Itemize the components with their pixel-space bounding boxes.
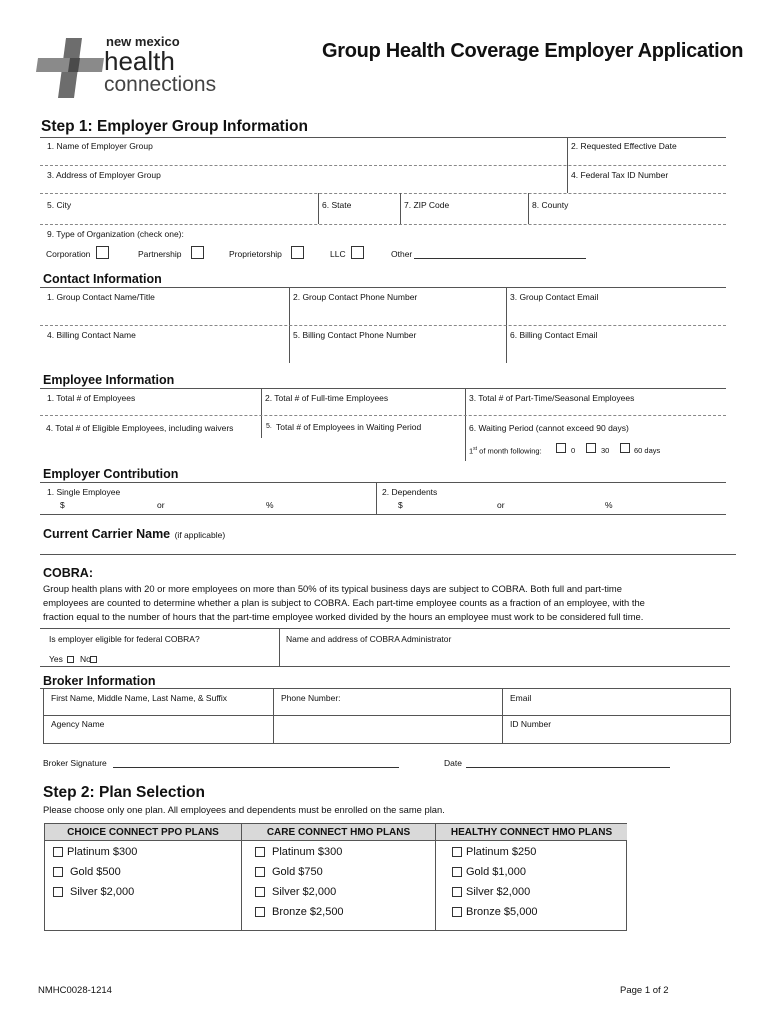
contact-title: Contact Information xyxy=(43,272,162,286)
plan-col2-header: CARE CONNECT HMO PLANS xyxy=(241,824,435,841)
group-contact-phone-field[interactable]: 2. Group Contact Phone Number xyxy=(293,292,418,302)
page-number: Page 1 of 2 xyxy=(620,985,669,996)
ppo-silver-checkbox[interactable] xyxy=(53,887,63,897)
wait-label: of month following: xyxy=(477,446,542,456)
single-employee-label: 1. Single Employee xyxy=(47,487,121,497)
waiting-period-num: 5. xyxy=(266,423,272,430)
billing-contact-email-field[interactable]: 6. Billing Contact Email xyxy=(510,330,598,340)
care-bronze-checkbox[interactable] xyxy=(255,907,265,917)
care-silver-checkbox[interactable] xyxy=(255,887,265,897)
ppo-gold-label: Gold $500 xyxy=(70,866,121,878)
wait-prefix: 1 xyxy=(469,446,474,456)
logo-line2: health xyxy=(104,46,175,76)
contribution-title: Employer Contribution xyxy=(43,467,179,481)
employee-title: Employee Information xyxy=(43,373,175,387)
cobra-text-3: fraction equal to the number of hours that the part-time employee worked divided by the hours an employee must work to be considered full time. xyxy=(43,611,644,622)
care-platinum-label: Platinum $300 xyxy=(272,846,343,858)
cobra-no-label: No xyxy=(80,654,91,664)
care-bronze-label: Bronze $2,500 xyxy=(272,906,344,918)
effective-date-field[interactable]: 2. Requested Effective Date xyxy=(571,141,677,151)
broker-date-label: Date xyxy=(444,758,462,768)
plan-col3-header: HEALTHY CONNECT HMO PLANS xyxy=(435,824,627,841)
healthy-platinum-checkbox[interactable] xyxy=(452,847,462,857)
ppo-platinum-checkbox[interactable] xyxy=(53,847,63,857)
cobra-eligible-question: Is employer eligible for federal COBRA? xyxy=(49,634,200,644)
healthy-silver-label: Silver $2,000 xyxy=(466,886,531,898)
org-partnership-label: Partnership xyxy=(138,249,182,259)
single-dollar-field[interactable]: $ xyxy=(60,500,65,510)
carrier-note: (if applicable) xyxy=(174,530,226,540)
org-llc-label: LLC xyxy=(330,249,346,259)
step2-instruction: Please choose only one plan. All employees and dependents must be enrolled on the same plan. xyxy=(43,804,445,815)
wait-sup: st xyxy=(473,446,478,452)
zip-field[interactable]: 7. ZIP Code xyxy=(404,200,450,210)
broker-email-field[interactable]: Email xyxy=(510,693,532,703)
plan-col1-header: CHOICE CONNECT PPO PLANS xyxy=(45,824,241,841)
healthy-platinum-label: Platinum $250 xyxy=(466,846,537,858)
logo-line3: connections xyxy=(104,73,217,96)
billing-contact-phone-field[interactable]: 5. Billing Contact Phone Number xyxy=(293,330,417,340)
cobra-yes-checkbox[interactable] xyxy=(67,656,74,663)
broker-id-field[interactable]: ID Number xyxy=(510,719,552,729)
cross-logo-icon xyxy=(34,36,106,102)
carrier-input[interactable] xyxy=(40,554,736,555)
broker-signature-input[interactable] xyxy=(113,767,399,768)
cobra-title: COBRA: xyxy=(43,566,93,580)
healthy-silver-checkbox[interactable] xyxy=(452,887,462,897)
healthy-bronze-checkbox[interactable] xyxy=(452,907,462,917)
group-contact-email-field[interactable]: 3. Group Contact Email xyxy=(510,292,599,302)
state-field[interactable]: 6. State xyxy=(322,200,352,210)
broker-date-input[interactable] xyxy=(466,767,670,768)
broker-agency-field[interactable]: Agency Name xyxy=(51,719,105,729)
cobra-text-2: employees are counted to determine whether a plan is subject to COBRA. Each part-time employee counts as a fraction of an employee, with the xyxy=(43,597,645,608)
healthy-bronze-label: Bronze $5,000 xyxy=(466,906,538,918)
employer-group-name-field[interactable]: 1. Name of Employer Group xyxy=(47,141,153,151)
wait-0-checkbox[interactable] xyxy=(556,443,566,453)
fulltime-employees-field[interactable]: 2. Total # of Full-time Employees xyxy=(265,393,389,403)
step1-title: Step 1: Employer Group Information xyxy=(41,118,308,135)
org-proprietorship-label: Proprietorship xyxy=(229,249,282,259)
ppo-gold-checkbox[interactable] xyxy=(53,867,63,877)
wait-30-checkbox[interactable] xyxy=(586,443,596,453)
county-field[interactable]: 8. County xyxy=(532,200,569,210)
org-partnership-checkbox[interactable] xyxy=(191,246,204,259)
waiting-period-field: 6. Waiting Period (cannot exceed 90 days) xyxy=(469,423,629,433)
eligible-employees-field[interactable]: 4. Total # of Eligible Employees, including waivers xyxy=(46,423,234,433)
org-type-label: 9. Type of Organization (check one): xyxy=(47,229,184,239)
dependents-percent-field[interactable]: % xyxy=(605,500,613,510)
ppo-platinum-label: Platinum $300 xyxy=(67,846,138,858)
step2-title: Step 2: Plan Selection xyxy=(43,784,205,801)
wait-0-label: 0 xyxy=(571,446,576,455)
waiting-period-employees-field[interactable]: Total # of Employees in Waiting Period xyxy=(276,422,422,432)
healthy-gold-checkbox[interactable] xyxy=(452,867,462,877)
org-corporation-label: Corporation xyxy=(46,249,91,259)
parttime-employees-field[interactable]: 3. Total # of Part-Time/Seasonal Employees xyxy=(469,393,635,403)
cobra-yes-label: Yes xyxy=(49,654,63,664)
cobra-no-checkbox[interactable] xyxy=(90,656,97,663)
care-gold-label: Gold $750 xyxy=(272,866,323,878)
cobra-text-1: Group health plans with 20 or more employees on more than 50% of its typical business days are subject to COBRA. Both full and part-time xyxy=(43,583,622,594)
cobra-admin-field[interactable]: Name and address of COBRA Administrator xyxy=(286,634,452,644)
org-proprietorship-checkbox[interactable] xyxy=(291,246,304,259)
broker-signature-label: Broker Signature xyxy=(43,758,107,768)
employer-address-field[interactable]: 3. Address of Employer Group xyxy=(47,170,161,180)
form-code: NMHC0028-1214 xyxy=(38,985,112,996)
org-other-label: Other xyxy=(391,249,413,259)
healthy-gold-label: Gold $1,000 xyxy=(466,866,526,878)
carrier-title: Current Carrier Name xyxy=(43,527,171,541)
org-other-input[interactable] xyxy=(414,258,586,259)
single-percent-field[interactable]: % xyxy=(266,500,274,510)
dependents-label: 2. Dependents xyxy=(382,487,438,497)
wait-60-label: 60 days xyxy=(634,446,661,455)
group-contact-name-field[interactable]: 1. Group Contact Name/Title xyxy=(47,292,155,302)
care-platinum-checkbox[interactable] xyxy=(255,847,265,857)
org-llc-checkbox[interactable] xyxy=(351,246,364,259)
logo xyxy=(34,30,244,100)
billing-contact-name-field[interactable]: 4. Billing Contact Name xyxy=(47,330,136,340)
care-silver-label: Silver $2,000 xyxy=(272,886,337,898)
single-or-label: or xyxy=(157,500,165,510)
wait-60-checkbox[interactable] xyxy=(620,443,630,453)
broker-name-field[interactable]: First Name, Middle Name, Last Name, & Suffix xyxy=(51,693,228,703)
ppo-silver-label: Silver $2,000 xyxy=(70,886,135,898)
logo-line1: new mexico xyxy=(106,34,180,49)
org-corporation-checkbox[interactable] xyxy=(96,246,109,259)
care-gold-checkbox[interactable] xyxy=(255,867,265,877)
wait-30-label: 30 xyxy=(601,446,610,455)
total-employees-field[interactable]: 1. Total # of Employees xyxy=(47,393,136,403)
federal-tax-id-field[interactable]: 4. Federal Tax ID Number xyxy=(571,170,669,180)
document-title: Group Health Coverage Employer Application xyxy=(322,40,744,62)
dependents-dollar-field[interactable]: $ xyxy=(398,500,403,510)
city-field[interactable]: 5. City xyxy=(47,200,72,210)
plan-table xyxy=(44,823,627,931)
broker-title: Broker Information xyxy=(43,674,156,688)
broker-phone-field[interactable]: Phone Number: xyxy=(281,693,341,703)
dependents-or-label: or xyxy=(497,500,505,510)
